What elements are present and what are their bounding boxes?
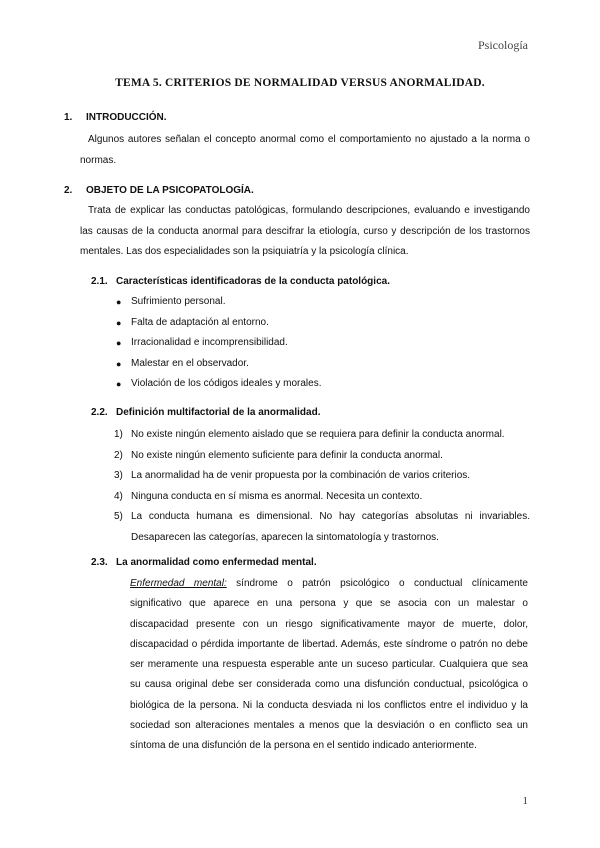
section-1-title: INTRODUCCIÓN.: [86, 112, 167, 123]
list-item-number: 1): [114, 429, 123, 440]
section-2-paragraph: Trata de explicar las conductas patológicas, formulando descripciones, evaluando e investigando las causas de la conducta anormal para descifrar la etiología, curso y descripción de los trastornos mentales. Las dos especialidades son la psiquiatría y la psicología clínica.: [80, 205, 530, 257]
characteristics-list: [116, 292, 321, 395]
list-item-number: 2): [114, 449, 123, 461]
list-item-number: 3): [114, 470, 123, 481]
list-item: 3) La anormalidad ha de venir propuesta por la combinación de varios criterios.: [114, 466, 530, 487]
list-item: 1) No existe ningún elemento aislado que se requiera para definir la conducta anormal.: [114, 425, 530, 446]
page-number: 1: [522, 795, 528, 807]
section-1-number: 1.: [64, 112, 73, 123]
subsection-2-1-title: Características identificadoras de la conducta patológica.: [116, 276, 390, 287]
list-item: ● Violación de los códigos ideales y morales.: [116, 374, 321, 395]
list-item: 5) La conducta humana es dimensional. No hay categorías absolutas ni invariables. Desaparecen las categorías, aparecen la sintomatología y trastornos.: [114, 507, 530, 548]
list-item: ● Malestar en el observador.: [116, 354, 321, 375]
subsection-2-3-heading: [91, 557, 317, 568]
bullet-icon: ●: [116, 317, 122, 328]
list-item-number: 4): [114, 490, 123, 502]
running-header: Psicología: [478, 38, 528, 52]
section-2-number: 2.: [64, 185, 73, 196]
subsection-2-2-heading: [91, 407, 320, 418]
subsection-2-1-number: 2.1.: [91, 276, 108, 287]
section-2-heading: [64, 185, 254, 196]
definition-term: Enfermedad mental:: [130, 578, 227, 589]
section-2-title: OBJETO DE LA PSICOPATOLOGÍA.: [86, 185, 254, 196]
section-1-heading: [64, 112, 167, 123]
subsection-2-2-number: 2.2.: [91, 407, 108, 418]
list-item-number: 5): [114, 511, 123, 522]
bullet-icon: ●: [116, 297, 122, 307]
list-item: ● Irracionalidad e incomprensibilidad.: [116, 333, 321, 354]
definition-text: síndrome o patrón psicológico o conductual clínicamente significativo que aparece en una persona y que se asocia con un malestar o discapacidad presente con un riesgo significativamente mayor de muerte, dolor, discapacidad o pérdida importante de libertad. Además, este síndrome o patrón no debe ser meramente una respuesta esperable ante un suceso particular. Cualquiera que sea su causa original debe ser considerada como una disfunción conductual, psicológica o biológica de la persona. Ni la conducta desviada ni los conflictos entre el individuo y la sociedad son alteraciones mentales a menos que la desviación o en conflicto sea un síntoma de una disfunción de la persona en el sentido indicado anteriormente.: [130, 578, 528, 752]
list-item: 2) No existe ningún elemento suficiente para definir la conducta anormal.: [114, 446, 530, 467]
multifactorial-list: [114, 425, 530, 548]
bullet-icon: ●: [116, 379, 122, 389]
list-item: ● Falta de adaptación al entorno.: [116, 313, 321, 334]
subsection-2-2-title: Definición multifactorial de la anormalidad.: [116, 407, 321, 418]
subsection-2-3-title: La anormalidad como enfermedad mental.: [116, 557, 317, 568]
subsection-2-3-number: 2.3.: [91, 557, 108, 568]
subsection-2-1-heading: [91, 276, 390, 287]
list-item: 4) Ninguna conducta en sí misma es anormal. Necesita un contexto.: [114, 487, 530, 508]
bullet-icon: ●: [116, 338, 122, 348]
list-item: ● Sufrimiento personal.: [116, 292, 321, 313]
document-title: TEMA 5. CRITERIOS DE NORMALIDAD VERSUS ANORMALIDAD.: [115, 77, 485, 89]
mental-illness-definition: [130, 574, 528, 757]
bullet-icon: ●: [116, 358, 122, 369]
section-1-paragraph: Algunos autores señalan el concepto anormal como el comportamiento no ajustado a la norma o normas.: [80, 134, 530, 166]
